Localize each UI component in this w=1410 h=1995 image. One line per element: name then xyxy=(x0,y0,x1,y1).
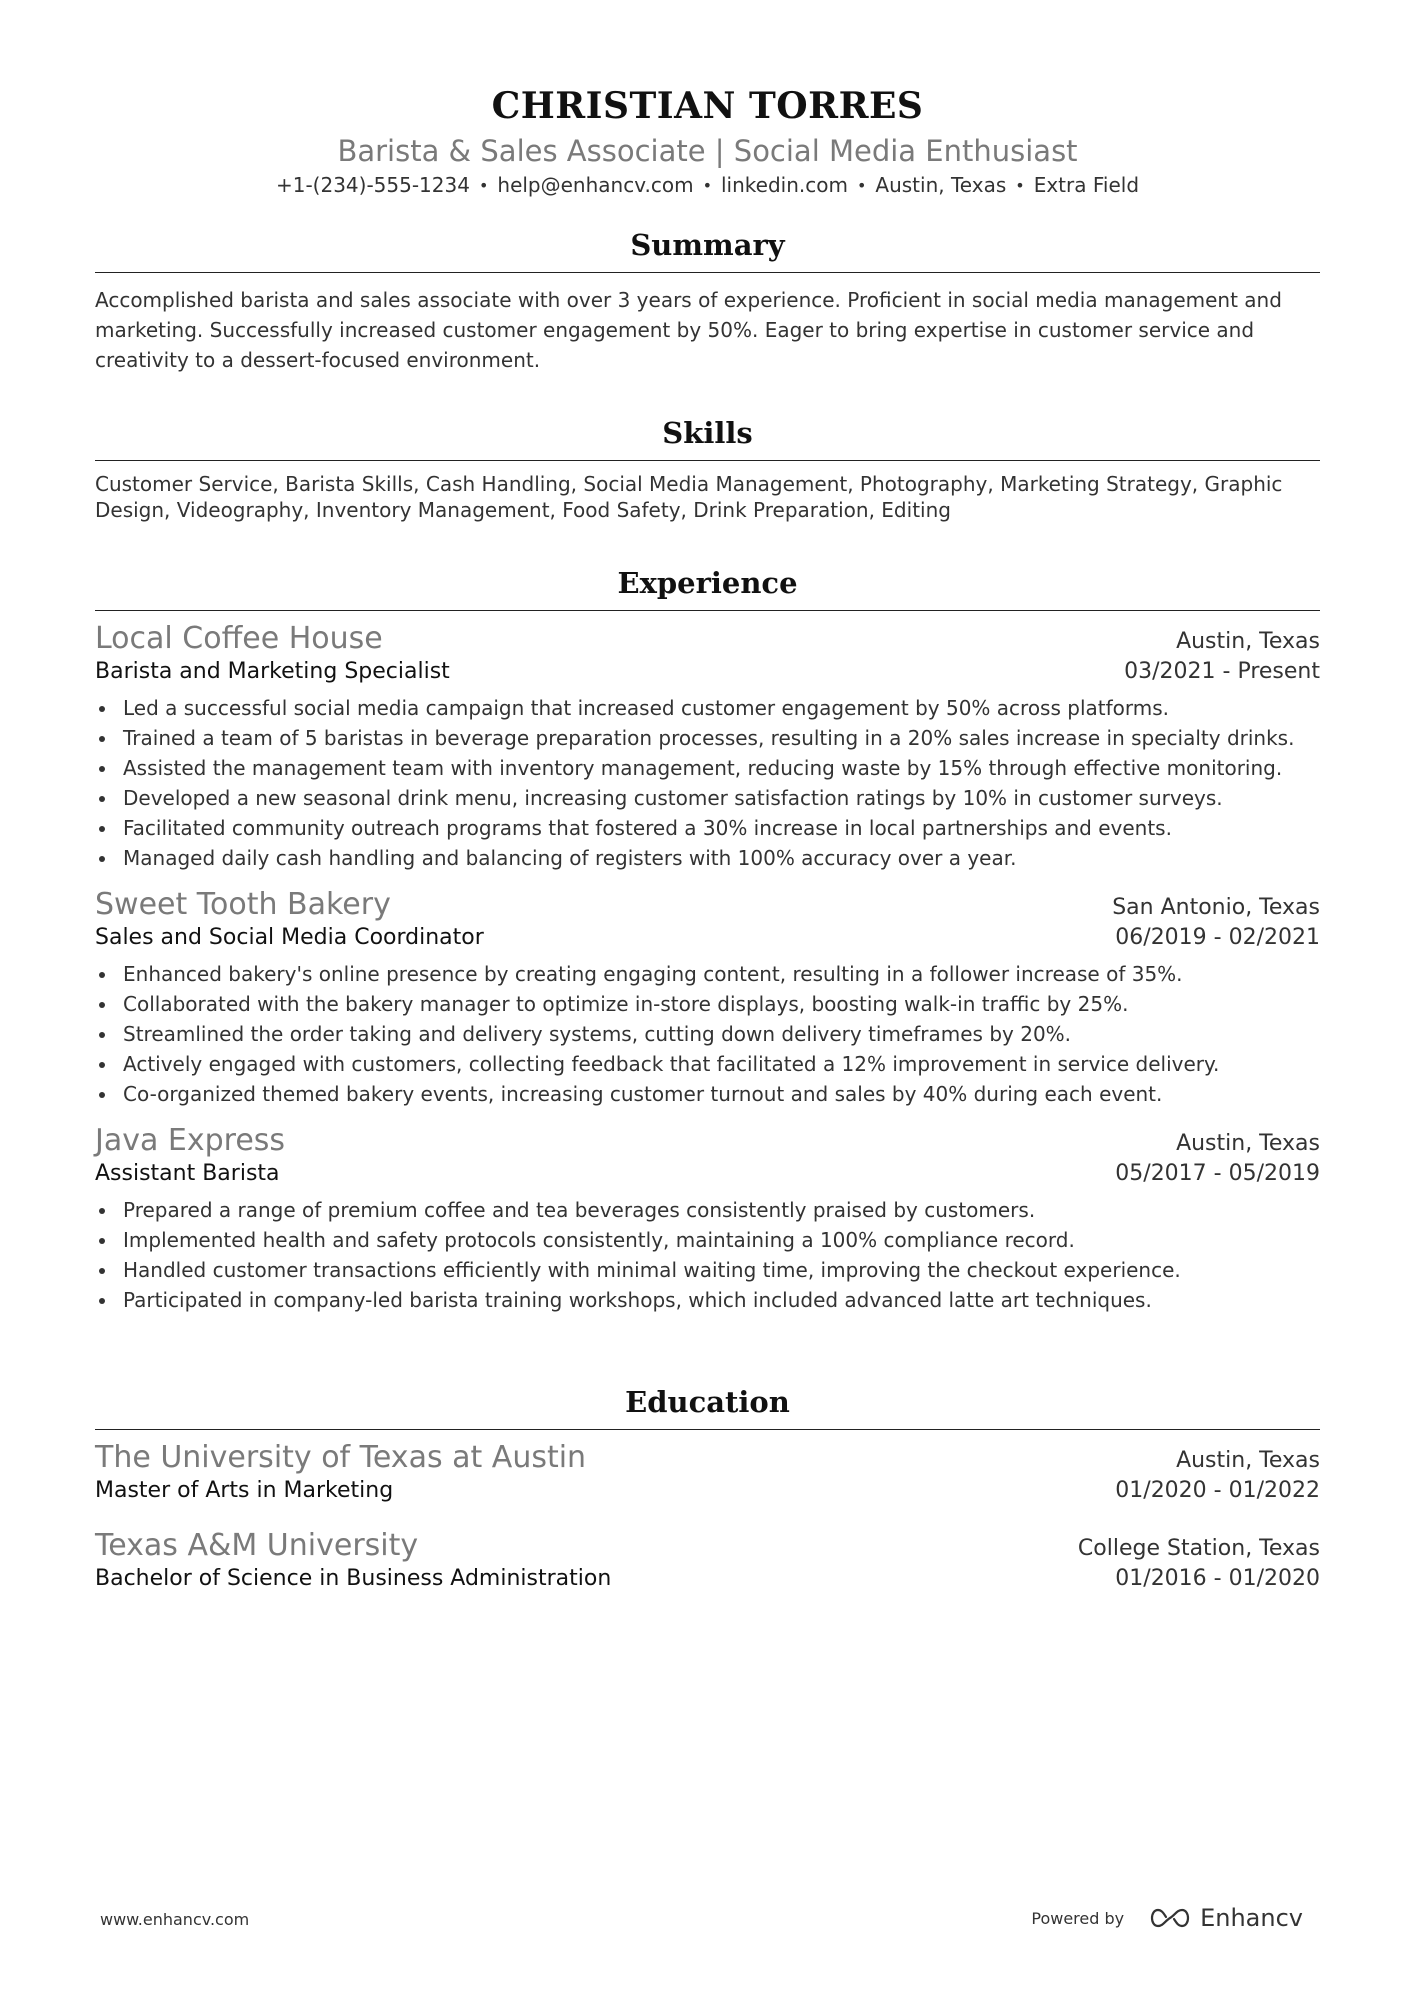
list-item: Enhanced bakery's online presence by creating engaging content, resulting in a follower increase of 35%. xyxy=(95,959,1320,989)
experience-entry xyxy=(95,1123,1320,1315)
resume-header xyxy=(95,0,1320,200)
company-name: Sweet Tooth Bakery xyxy=(95,887,391,922)
list-item: Co-organized themed bakery events, increasing customer turnout and sales by 40% during each event. xyxy=(95,1079,1320,1109)
school-name: The University of Texas at Austin xyxy=(95,1440,587,1475)
education-entry xyxy=(95,1440,1320,1506)
contact-line xyxy=(95,172,1320,200)
list-item: Managed daily cash handling and balancing of registers with 100% accuracy over a year. xyxy=(95,843,1320,873)
job-location: Austin, Texas xyxy=(1176,629,1320,654)
experience-section xyxy=(95,564,1320,1315)
powered-by-label: Powered by xyxy=(1031,1908,1125,1928)
contact-separator: • xyxy=(856,176,867,195)
contact-phone: +1-(234)-555-1234 xyxy=(275,173,470,197)
summary-heading: Summary xyxy=(95,226,1320,273)
list-item: Handled customer transactions efficiently with minimal waiting time, improving the checkout experience. xyxy=(95,1255,1320,1285)
job-role: Barista and Marketing Specialist xyxy=(95,659,450,684)
company-name: Local Coffee House xyxy=(95,621,383,656)
footer-branding xyxy=(1031,1904,1303,1932)
job-dates: 05/2017 - 05/2019 xyxy=(1115,1161,1320,1186)
enhancv-logo-icon xyxy=(1146,1906,1194,1930)
job-location: San Antonio, Texas xyxy=(1112,895,1320,920)
job-dates: 03/2021 - Present xyxy=(1124,659,1320,684)
summary-text: Accomplished barista and sales associate with over 3 years of experience. Proficient in social media management and marketing. Successfully increased customer engagement by 50%. Eager to bring expertise in customer service and creativity to a dessert-focused environment. xyxy=(95,288,1282,372)
enhancv-brand-link[interactable] xyxy=(1146,1904,1303,1932)
contact-location: Austin, Texas xyxy=(875,173,1007,197)
contact-email[interactable]: help@enhancv.com xyxy=(497,173,694,197)
candidate-name: CHRISTIAN TORRES xyxy=(491,85,924,127)
education-dates: 01/2020 - 01/2022 xyxy=(1115,1478,1320,1503)
job-bullets xyxy=(95,1195,1320,1315)
job-dates: 06/2019 - 02/2021 xyxy=(1115,925,1320,950)
experience-heading: Experience xyxy=(95,564,1320,611)
list-item: Assisted the management team with inventory management, reducing waste by 15% through effective monitoring. xyxy=(95,753,1320,783)
list-item: Trained a team of 5 baristas in beverage preparation processes, resulting in a 20% sales increase in specialty drinks. xyxy=(95,723,1320,753)
job-location: Austin, Texas xyxy=(1176,1131,1320,1156)
experience-entry xyxy=(95,887,1320,1109)
company-name: Java Express xyxy=(95,1123,286,1158)
list-item: Actively engaged with customers, collecting feedback that facilitated a 12% improvement in service delivery. xyxy=(95,1049,1320,1079)
list-item: Facilitated community outreach programs that fostered a 30% increase in local partnerships and events. xyxy=(95,813,1320,843)
degree: Master of Arts in Marketing xyxy=(95,1478,394,1503)
list-item: Implemented health and safety protocols consistently, maintaining a 100% compliance record. xyxy=(95,1225,1320,1255)
skills-heading: Skills xyxy=(95,414,1320,461)
contact-linkedin[interactable]: linkedin.com xyxy=(721,173,848,197)
education-section xyxy=(95,1383,1320,1594)
list-item: Led a successful social media campaign that increased customer engagement by 50% across platforms. xyxy=(95,693,1320,723)
list-item: Streamlined the order taking and delivery systems, cutting down delivery timeframes by 20%. xyxy=(95,1019,1320,1049)
experience-entry xyxy=(95,621,1320,873)
job-role: Assistant Barista xyxy=(95,1161,280,1186)
school-location: Austin, Texas xyxy=(1176,1448,1320,1473)
degree: Bachelor of Science in Business Administration xyxy=(95,1566,612,1591)
list-item: Prepared a range of premium coffee and tea beverages consistently praised by customers. xyxy=(95,1195,1320,1225)
education-dates: 01/2016 - 01/2020 xyxy=(1115,1566,1320,1591)
contact-separator: • xyxy=(1015,176,1025,195)
footer-website-link[interactable]: www.enhancv.com xyxy=(100,1910,250,1929)
job-bullets xyxy=(95,693,1320,873)
contact-separator: • xyxy=(478,176,489,195)
candidate-title: Barista & Sales Associate | Social Media Enthusiast xyxy=(337,134,1078,168)
contact-separator: • xyxy=(702,176,712,195)
school-name: Texas A&M University xyxy=(95,1528,419,1563)
skills-section xyxy=(95,414,1320,523)
school-location: College Station, Texas xyxy=(1077,1536,1320,1561)
education-heading: Education xyxy=(95,1383,1320,1430)
list-item: Participated in company-led barista training workshops, which included advanced latte art techniques. xyxy=(95,1285,1320,1315)
list-item: Developed a new seasonal drink menu, increasing customer satisfaction ratings by 10% in customer surveys. xyxy=(95,783,1320,813)
education-entry xyxy=(95,1528,1320,1594)
job-role: Sales and Social Media Coordinator xyxy=(95,925,484,950)
resume-page xyxy=(95,0,1320,1995)
job-bullets xyxy=(95,959,1320,1109)
brand-name: Enhancv xyxy=(1200,1904,1303,1932)
contact-extra-field: Extra Field xyxy=(1033,173,1140,197)
skills-list: Customer Service, Barista Skills, Cash Handling, Social Media Management, Photography, Marketing Strategy, Graphic Design, Videography, Inventory Management, Food Safety, Drink Preparation, Editing xyxy=(95,472,1283,522)
summary-section xyxy=(95,226,1320,375)
list-item: Collaborated with the bakery manager to optimize in-store displays, boosting walk-in traffic by 25%. xyxy=(95,989,1320,1019)
